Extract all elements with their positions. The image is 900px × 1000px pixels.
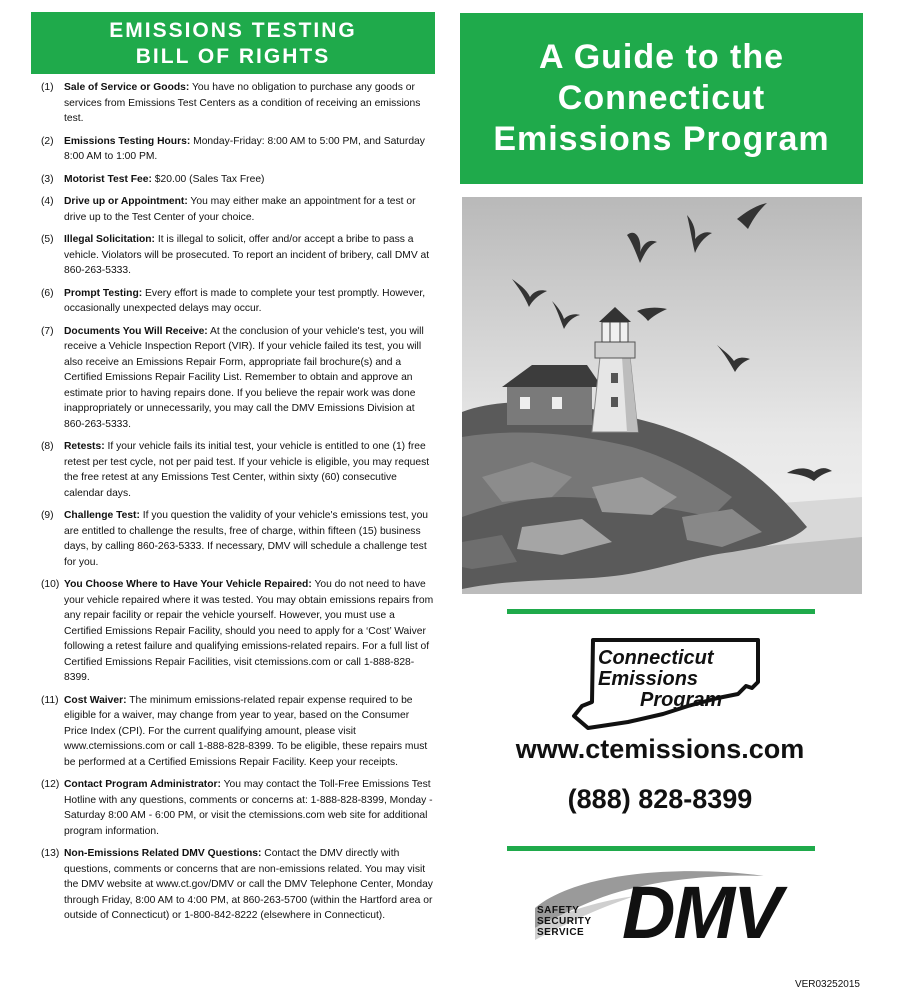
right-item-number: (7) [41, 325, 54, 337]
right-item-text: Monday-Friday: 8:00 AM to 5:00 PM, and Saturday 8:00 AM to 1:00 PM. [64, 135, 425, 162]
logo-line-1: Connecticut [598, 647, 714, 669]
right-item-title: Sale of Service or Goods: [64, 82, 190, 93]
right-item-title: You Choose Where to Have Your Vehicle Repaired: [64, 579, 312, 590]
right-item-number: (10) [41, 579, 60, 590]
right-item-number: (5) [41, 234, 54, 245]
right-item-title: Documents You Will Receive: [64, 325, 208, 337]
right-item [31, 232, 435, 279]
right-item-text: At the conclusion of your vehicle's test, you will receive a Vehicle Inspection Report (VIR). If your vehicle failed its test, you will also receive an Emissions Repair Form, appropriate fail brochure(s) and a Certified Emissions Repair Facility List. Remember to obtain and approve an estimate prior to having repairs done. If you believe the repair work was done inappropriately or unnecessarily, you may call the DMV Emissions Division at 860-263-5333. [64, 325, 424, 430]
dmv-tagline [537, 905, 592, 938]
right-item-text: Contact the DMV directly with questions, comments or concerns that are non-emissions related. You may visit the DMV website at www.ct.gov/DMV or call the DMV Telephone Center, Monday through Friday, 8:00 AM to 4:00 PM, at 860-263-5700 (within the Hartford area or outside of Connecticut) or 1-800-842-8222 (elsewhere in Connecticut). [64, 848, 433, 921]
dmv-logo-wordmark: DMV [622, 871, 781, 954]
right-item-text: You have no obligation to purchase any goods or services from Emissions Test Centers as a condition of receiving an emissions test. [64, 82, 421, 124]
right-item-text: If your vehicle fails its initial test, your vehicle is entitled to one (1) free retest per test cycle, not per paid test. If your vehicle is eligible, you may request the free retest at any Emissions Test Center, within sixty (60) consecutive calendar days. [64, 441, 430, 499]
right-item-title: Prompt Testing: [64, 287, 143, 299]
right-item-text: You may either make an appointment for a test or drive up to the Test Center of your choice. [64, 196, 416, 223]
green-divider-top [507, 609, 815, 614]
right-item-title: Illegal Solicitation: [64, 234, 155, 245]
right-item-title: Retests: [64, 441, 105, 452]
bill-of-rights-column [31, 12, 435, 931]
tagline-line-1: SAFETY [537, 905, 580, 916]
right-item [31, 134, 435, 165]
right-item [31, 846, 435, 924]
right-item-text: You may contact the Toll-Free Emissions Test Hotline with any questions, comments or concerns at: 1-888-828-8399, Monday - Saturday 8:00 AM - 6:00 PM, or visit the ctemissions.com web site for additional program information. [64, 779, 433, 837]
right-item [31, 577, 435, 686]
right-item-title: Non-Emissions Related DMV Questions: [64, 848, 262, 859]
logo-line-2: Emissions [598, 668, 699, 690]
tagline-line-3: SERVICE [537, 927, 585, 938]
right-item-text: If you question the validity of your vehicle's emissions test, you are entitled to challenge the results, free of charge, within fifteen (15) business days, by calling 860-263-5333. If necessary, DMV will schedule a challenge test for you. [64, 510, 429, 568]
right-item-number: (12) [41, 779, 60, 790]
right-item-text: Every effort is made to complete your test promptly. However, occasionally unexpected delays may occur. [64, 287, 426, 314]
right-item [31, 172, 435, 188]
title-line-2: Connecticut [557, 79, 766, 117]
right-item-text: The minimum emissions-related repair expense required to be eligible for a waiver, may change from year to year, based on the Consumer Price Index (CPI). For the current qualifying amount, please visit www.ctemissions.com or call 1-888-828-8399. To be eligible, these repairs must be performed at a Certified Emissions Repair Facility. Keep your receipts. [64, 694, 428, 768]
right-item-number: (6) [41, 287, 54, 299]
right-item-number: (13) [41, 848, 60, 859]
right-item-text: It is illegal to solicit, offer and/or accept a bribe to pass a vehicle. Violators will be prosecuted. To report an incident of bribery, call DMV at 860-263-5333. [64, 234, 430, 276]
right-item-title: Drive up or Appointment: [64, 196, 188, 207]
right-item-number: (3) [41, 173, 54, 185]
phone-number[interactable]: (888) 828-8399 [567, 784, 753, 814]
right-item [31, 194, 435, 225]
right-item-title: Challenge Test: [64, 510, 140, 521]
right-item [31, 324, 435, 433]
rights-list [31, 74, 435, 924]
right-item-text: $20.00 (Sales Tax Free) [151, 173, 265, 185]
right-item-title: Cost Waiver: [64, 694, 127, 706]
lighthouse-illustration [462, 197, 862, 594]
banner-line-1: EMISSIONS TESTING [109, 19, 357, 42]
right-item-number: (9) [41, 510, 54, 521]
logo-line-3: Program [640, 689, 723, 711]
tagline-line-2: SECURITY [537, 916, 592, 927]
right-item [31, 286, 435, 317]
title-line-1: A Guide to the [538, 38, 785, 76]
guide-title-box [460, 13, 863, 184]
right-item [31, 508, 435, 570]
right-item-number: (4) [41, 196, 54, 207]
right-item-number: (8) [41, 441, 54, 452]
green-divider-bottom [507, 846, 815, 851]
right-item-title: Contact Program Administrator: [64, 779, 221, 790]
right-item-number: (1) [41, 82, 54, 93]
banner-line-2: BILL OF RIGHTS [135, 45, 331, 68]
right-item [31, 693, 435, 771]
right-item-number: (11) [41, 694, 59, 706]
right-item [31, 777, 435, 839]
ct-emissions-program-logo-text [598, 648, 722, 711]
right-item-text: You do not need to have your vehicle repaired where it was tested. You may obtain emissions repairs from any repair facility or repair the vehicle yourself. However, you must use a Certified Emissions Repair Facility, should you need to apply for a ‘Cost’ Waiver following a retest failure and qualifying emissions-related repairs. For a full list of Certified Emissions Repair Facilities, visit ctemissions.com or call 1-888-828-8399. [64, 579, 434, 683]
bill-of-rights-banner [31, 12, 435, 74]
right-item [31, 80, 435, 127]
version-code: VER03252015 [794, 979, 860, 990]
right-item-title: Motorist Test Fee: [64, 173, 152, 185]
right-item-number: (2) [41, 135, 54, 147]
right-item-title: Emissions Testing Hours: [64, 135, 191, 147]
right-item [31, 439, 435, 501]
website-url[interactable]: www.ctemissions.com [515, 734, 805, 764]
title-line-3: Emissions Program [493, 120, 830, 158]
